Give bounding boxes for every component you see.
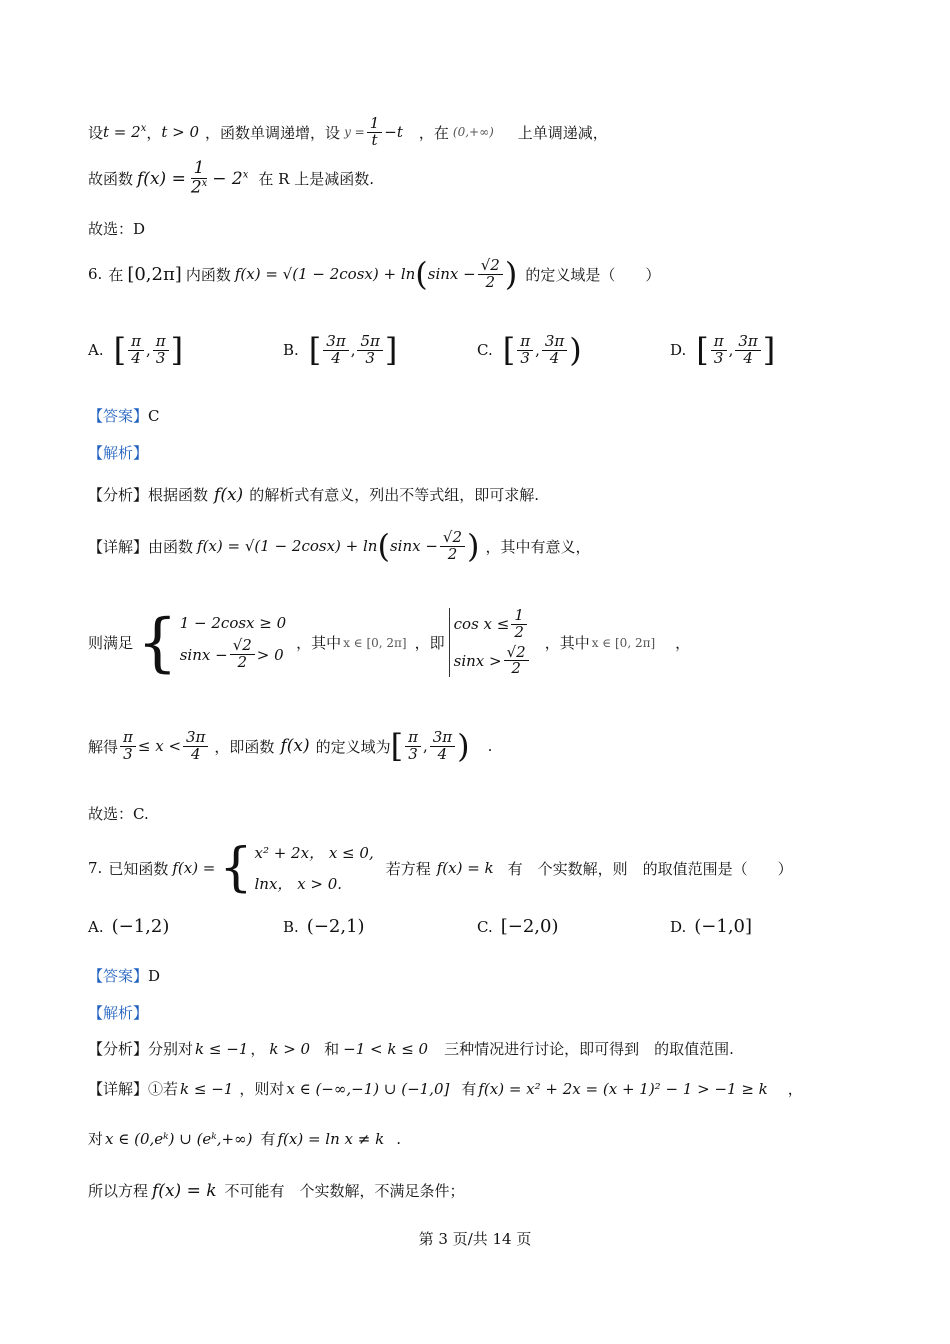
q7-answer: 【答案】 D: [88, 966, 161, 985]
option-b[interactable]: B. [ $\frac{3\pi}{4}$ , $\frac{5\pi}{3}$ ]: [283, 331, 398, 370]
q6-result: 解得 $\frac{\pi}{3}$ ≤ x < $\frac{3\pi}{4}$ ，即函数 f(x) 的定义域为 [ $\frac{\pi}{3}$ , $\frac{3\pi}{4}$ ) .: [88, 727, 493, 766]
text: ，在: [418, 123, 449, 142]
q6-system: 则满足 { 1 − 2cosx ≥ 0 sinx − $\frac{√2}{2}$ > 0 ，其中 x ∈ [0, 2π] ，即 cos x ≤ $\frac{1}{2}$ sinx > $\frac{√2}{2}$ ，其中 x ∈ [0, 2π] ，: [88, 605, 691, 680]
paren-right: ): [504, 255, 518, 294]
text: ，: [146, 123, 162, 142]
q7-detail-2: 对 x ∈ (0,eᵏ) ∪ (eᵏ,+∞) 有 f(x) = ln x ≠ k .: [88, 1129, 401, 1148]
text: 在 R 上是减函数.: [258, 170, 374, 189]
formula-interval: (0,+∞): [452, 125, 494, 140]
fraction-1-over-t: $\frac{1}{t}$: [367, 116, 383, 149]
option-b[interactable]: B. (−2,1): [283, 916, 365, 937]
text: 在: [108, 265, 124, 284]
text: 设: [88, 123, 104, 142]
q6-analysis: 【分析】 根据函数 f(x) 的解析式有意义，列出不等式组，即可求解.: [88, 484, 539, 505]
question-6-stem: [88, 255, 890, 294]
question-7-stem: 7. 已知函数 f(x) = { x² + 2x， x ≤ 0, lnx， x > 0. 若方程 f(x) = k 有 个实数解，则 的取值范围是（ ）: [88, 838, 793, 898]
q6-answer: 【答案】 C: [88, 406, 160, 425]
q7-detail-1: 【详解】 ①若 k ≤ −1 ，则对 x ∈ (−∞,−1) ∪ (−1,0] 有 f(x) = x² + 2x = (x + 1)² − 1 > −1 ≥ k ，: [88, 1079, 803, 1098]
q7-detail-3: 所以方程 f(x) = k 不可能有 个实数解，不满足条件；: [88, 1180, 465, 1201]
text: 的定义域是（ ）: [525, 265, 661, 284]
formula-minus-t: −t: [384, 123, 403, 142]
formula-minus-2x: − $2^x$: [212, 168, 249, 189]
option-a[interactable]: A. (−1,2): [88, 916, 170, 937]
solution-line-1: [88, 116, 890, 149]
text: 上单调递减，: [517, 123, 608, 142]
formula-fx: f(x) =: [137, 168, 186, 189]
option-a[interactable]: A. [ $\frac{\pi}{4}$ , $\frac{\pi}{3}$ ]: [88, 331, 184, 370]
page-footer: 第 3 页/共 14 页: [418, 1230, 532, 1248]
question-number: 7.: [88, 859, 103, 877]
option-c[interactable]: C. [ $\frac{\pi}{3}$ , $\frac{3\pi}{4}$ ): [477, 331, 582, 370]
text: ，函数单调递增，设: [205, 123, 341, 142]
fraction-sqrt2-over-2: $\frac{√2}{2}$: [478, 258, 503, 291]
solution-line-3: [88, 218, 890, 239]
formula-sinx: sinx −: [427, 265, 476, 284]
system-brace-1: { 1 − 2cosx ≥ 0 sinx − $\frac{√2}{2}$ > 0: [137, 605, 287, 680]
piecewise-brace: { x² + 2x， x ≤ 0, lnx， x > 0.: [219, 838, 374, 898]
q6-analysis-tag: 【解析】: [88, 444, 149, 462]
formula-t-def: $t = 2^x$: [103, 123, 147, 142]
formula-y-def: y =: [344, 125, 365, 140]
text: 故函数: [88, 170, 134, 189]
question-number: 6.: [88, 265, 103, 284]
formula-fx: f(x) = √(1 − 2cosx) + ln: [234, 265, 416, 284]
q7-analysis-tag: 【解析】: [88, 1004, 149, 1022]
option-c[interactable]: C. [−2,0): [477, 916, 559, 937]
paren-left: (: [415, 255, 428, 294]
q7-analysis: 【分析】 分别对 k ≤ −1 ， k > 0 和 −1 < k ≤ 0 三种情况进行讨论，即可得到 的取值范围.: [88, 1039, 734, 1058]
system-brace-2: cos x ≤ $\frac{1}{2}$ sinx > $\frac{√2}{2}$: [449, 608, 531, 677]
q6-final: 故选：C.: [88, 805, 149, 823]
formula-interval: [0,2π]: [127, 263, 182, 285]
fraction-1-over-2x: $\frac{1}{2^x}$: [190, 158, 208, 198]
text: 故选：D: [88, 220, 146, 238]
option-d[interactable]: D. (−1,0]: [670, 916, 753, 937]
q6-detail-1: 【详解】 由函数 f(x) = √(1 − 2cosx) + ln ( sinx − $\frac{√2}{2}$ ) ，其中有意义，: [88, 527, 591, 566]
text: 内函数: [185, 265, 231, 284]
option-d[interactable]: D. [ $\frac{\pi}{3}$ , $\frac{3\pi}{4}$ ]: [670, 331, 776, 370]
formula-t-positive: t > 0: [161, 123, 200, 142]
solution-line-2: [88, 160, 890, 197]
